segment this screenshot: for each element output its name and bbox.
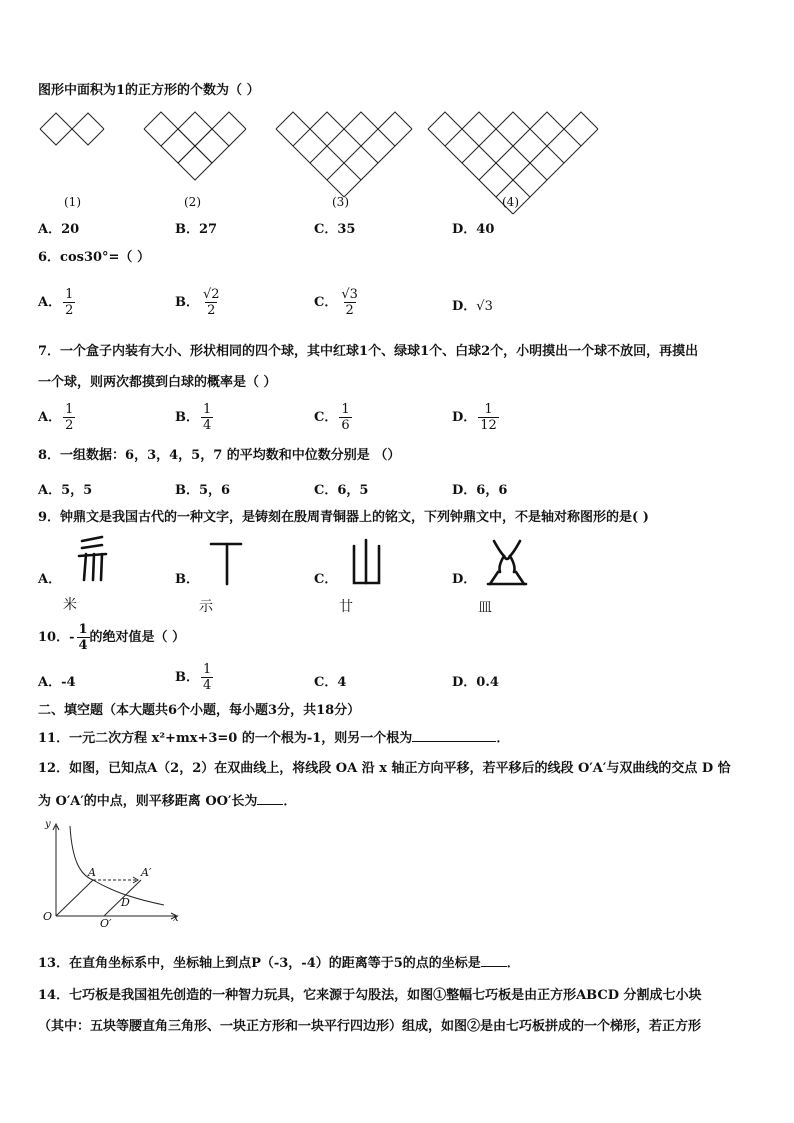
option-letter: A． bbox=[38, 675, 62, 690]
fraction-num: 1 bbox=[65, 402, 74, 417]
q5-stem: 图形中面积为1的正方形的个数为（ ） bbox=[38, 83, 260, 98]
sqrt-value: √3 bbox=[476, 299, 493, 314]
q8-option-d[interactable]: D．6，6 bbox=[452, 483, 508, 498]
fraction-num: 1 bbox=[65, 287, 74, 302]
fraction-den: 4 bbox=[203, 418, 212, 433]
option-value: -4 bbox=[61, 675, 76, 690]
q8-option-b[interactable]: B．5，6 bbox=[175, 483, 231, 498]
q5-option-a[interactable]: A．20 bbox=[38, 222, 80, 237]
q6-stem: 6．cos30°=（ ） bbox=[38, 250, 150, 265]
q12-end: ． bbox=[283, 794, 297, 809]
option-letter: A． bbox=[38, 295, 62, 310]
fraction-den: 2 bbox=[65, 418, 74, 433]
fraction-den: 12 bbox=[480, 418, 497, 433]
q14-line1: 14．七巧板是我国祖先创造的一种智力玩具，它来源于勾股法，如图①整幅七巧板是由正方形ABCD 分割成七小块 bbox=[38, 988, 702, 1003]
modern-char-a: 米 bbox=[63, 597, 77, 613]
figure-caption-1: (1) bbox=[64, 195, 81, 209]
q13-text: 13．在直角坐标系中，坐标轴上到点P（-3，-4）的距离等于5的点的坐标是 bbox=[38, 956, 481, 971]
option-letter: D． bbox=[452, 410, 477, 425]
point-label-d: D bbox=[121, 896, 130, 909]
q12-text: 为 O′A′的中点，则平移距离 OO′长为 bbox=[38, 794, 258, 809]
figure-caption-2: (2) bbox=[184, 195, 201, 209]
q7-line2: 一个球，则两次都摸到白球的概率是（ ） bbox=[38, 375, 277, 390]
option-value: 4 bbox=[337, 675, 347, 690]
q11-end: ． bbox=[496, 731, 510, 746]
q9-option-c[interactable]: C． bbox=[314, 572, 338, 587]
q8-option-c[interactable]: C．6，5 bbox=[314, 483, 369, 498]
fraction-num: 1 bbox=[78, 622, 88, 637]
modern-char-b: 示 bbox=[199, 599, 213, 615]
option-letter: C． bbox=[314, 295, 338, 310]
option-letter: D． bbox=[452, 675, 477, 690]
q9-stem: 9．钟鼎文是我国古代的一种文字，是铸刻在殷周青铜器上的铭文，下列钟鼎文中，不是轴对称图形的是( ) bbox=[38, 510, 649, 525]
q13-end: ． bbox=[506, 956, 520, 971]
point-label-a: A bbox=[88, 866, 96, 879]
q10-prefix: 10．- bbox=[38, 630, 75, 645]
q10-suffix: 的绝对值是（ ） bbox=[89, 630, 186, 645]
q9-option-b[interactable]: B． bbox=[175, 572, 199, 587]
q7-line1: 7．一个盒子内装有大小、形状相同的四个球，其中红球1个、绿球1个、白球2个，小明摸出一个球不放回，再摸出 bbox=[38, 344, 699, 359]
section-heading: 二、填空题（本大题共6个小题，每小题3分，共18分） bbox=[38, 703, 361, 718]
fraction-num: 1 bbox=[203, 402, 212, 417]
q5-option-c[interactable]: C．35 bbox=[314, 222, 356, 237]
answer-blank[interactable] bbox=[481, 954, 507, 967]
fraction-num: 1 bbox=[203, 662, 212, 677]
option-letter: C． bbox=[314, 410, 338, 425]
point-label-o-prime: O′ bbox=[100, 917, 112, 930]
axis-label-y: y bbox=[45, 819, 51, 830]
fraction-den: 2 bbox=[65, 303, 74, 318]
figure-caption-3: (3) bbox=[332, 195, 349, 209]
q12-line1: 12．如图，已知点A（2，2）在双曲线上，将线段 OA 沿 x 轴正方向平移，若平移后的线段 O′A′与双曲线的交点 D 恰 bbox=[38, 761, 731, 776]
q14-line2: （其中：五块等腰直角三角形、一块正方形和一块平行四边形）组成，如图②是由七巧板拼成的一个梯形，若正方形 bbox=[38, 1019, 702, 1034]
q11-text: 11．一元二次方程 x²+mx+3=0 的一个根为-1，则另一个根为 bbox=[38, 731, 413, 746]
option-letter: D． bbox=[452, 299, 477, 314]
fraction-num: 1 bbox=[341, 402, 350, 417]
option-letter: B． bbox=[175, 295, 199, 310]
fraction-den: 2 bbox=[207, 303, 216, 318]
fraction-num: √2 bbox=[203, 287, 220, 302]
modern-char-c: 廿 bbox=[339, 599, 353, 615]
figure-caption-4: (4) bbox=[502, 195, 519, 209]
segment-oa bbox=[56, 880, 93, 916]
q8-stem: 8．一组数据：6，3，4，5，7 的平均数和中位数分别是 （） bbox=[38, 448, 401, 463]
option-letter: B． bbox=[175, 670, 199, 685]
fraction-den: 6 bbox=[341, 418, 350, 433]
fraction-den: 4 bbox=[78, 638, 88, 653]
option-value: 0.4 bbox=[476, 675, 499, 690]
q9-option-d[interactable]: D． bbox=[452, 572, 477, 587]
point-label-a-prime: A′ bbox=[141, 866, 152, 879]
q8-option-a[interactable]: A．5，5 bbox=[38, 483, 93, 498]
fraction-num: √3 bbox=[341, 287, 358, 302]
fraction-den: 4 bbox=[203, 678, 212, 693]
q5-option-d[interactable]: D．40 bbox=[452, 222, 495, 237]
fraction-num: 1 bbox=[484, 402, 493, 417]
fraction-den: 2 bbox=[345, 303, 354, 318]
axis-label-x: x bbox=[173, 913, 179, 924]
option-letter: A． bbox=[38, 410, 62, 425]
modern-char-d: 皿 bbox=[478, 600, 492, 616]
q13 bbox=[38, 954, 520, 972]
q5-option-b[interactable]: B．27 bbox=[175, 222, 218, 237]
option-letter: C． bbox=[314, 675, 338, 690]
q9-option-a[interactable]: A． bbox=[38, 572, 62, 587]
option-letter: B． bbox=[175, 410, 199, 425]
point-label-o: O bbox=[43, 910, 53, 923]
